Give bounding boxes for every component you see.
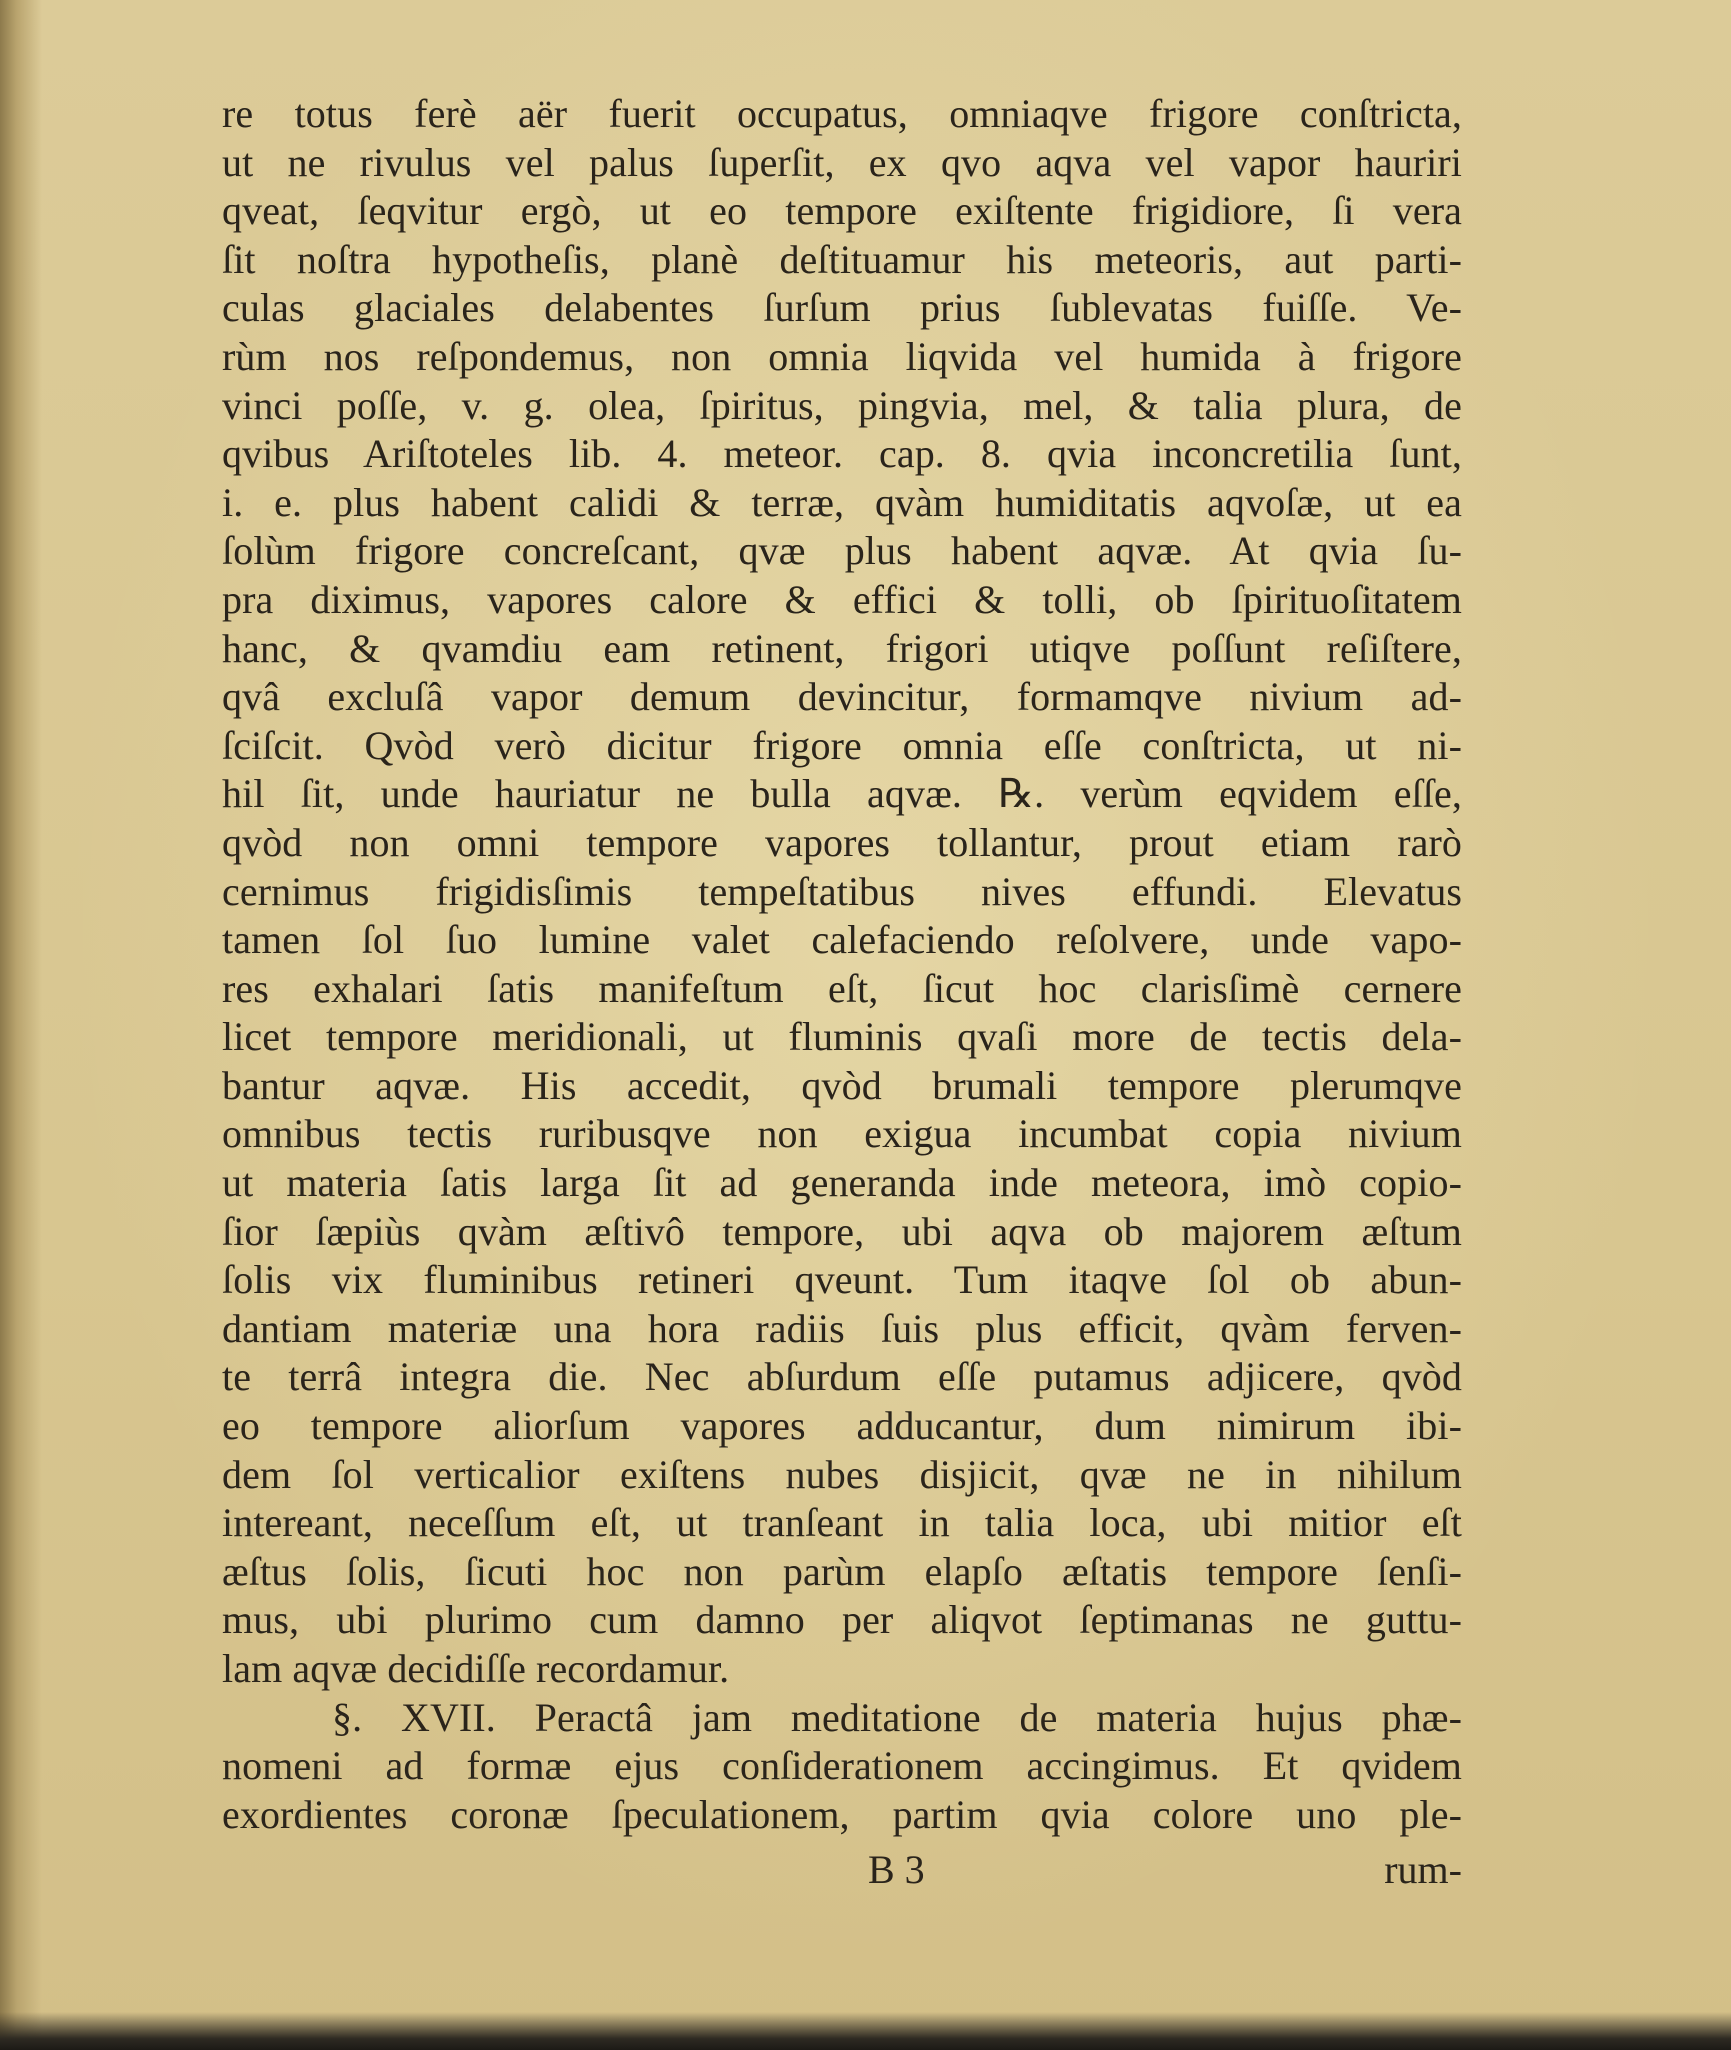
text-line: ut materia ſatis larga ſit ad generanda inde meteora, imò copio-: [222, 1160, 1462, 1206]
text-line: ſciſcit. Qvòd verò dicitur frigore omnia eſſe conſtricta, ut ni-: [222, 722, 1462, 768]
text-line: hil ſit, unde hauriatur ne bulla aqvæ. ℞. verùm eqvidem eſſe,: [222, 771, 1462, 817]
text-line: tamen ſol ſuo lumine valet calefaciendo reſolvere, unde vapo-: [222, 917, 1462, 963]
text-line: hanc, & qvamdiu eam retinent, frigori utiqve poſſunt reſiſtere,: [222, 625, 1462, 671]
text-line: bantur aqvæ. His accedit, qvòd brumali tempore plerumqve: [222, 1062, 1462, 1108]
text-line: res exhalari ſatis manifeſtum eſt, ſicut hoc clarisſimè cernere: [222, 965, 1462, 1011]
text-line: ſit noſtra hypotheſis, planè deſtituamur his meteoris, aut parti-: [222, 236, 1462, 282]
text-line: qveat, ſeqvitur ergò, ut eo tempore exiſtente frigidiore, ſi vera: [222, 188, 1462, 234]
text-line: qvâ excluſâ vapor demum devincitur, formamqve nivium ad-: [222, 674, 1462, 720]
body-text: [222, 90, 1462, 1839]
text-line: rùm nos reſpondemus, non omnia liqvida vel humida à frigore: [222, 333, 1462, 379]
binding-gutter: [0, 0, 42, 2050]
text-line: i. e. plus habent calidi & terræ, qvàm humiditatis aqvoſæ, ut ea: [222, 479, 1462, 525]
text-line: pra diximus, vapores calore & effici & tolli, ob ſpirituoſitatem: [222, 576, 1462, 622]
text-line: re totus ferè aër fuerit occupatus, omniaqve frigore conſtricta,: [222, 91, 1462, 136]
text-line: eo tempore aliorſum vapores adducantur, dum nimirum ibi-: [222, 1403, 1462, 1449]
text-line: qvòd non omni tempore vapores tollantur, prout etiam rarò: [222, 819, 1462, 865]
text-line: cernimus frigidisſimis tempeſtatibus nives effundi. Elevatus: [222, 868, 1462, 914]
catchword: rum-: [1384, 1847, 1462, 1892]
text-line: qvibus Ariſtoteles lib. 4. meteor. cap. 8. qvia inconcretilia ſunt,: [222, 431, 1462, 477]
text-line: exordientes coronæ ſpeculationem, partim qvia colore uno ple-: [222, 1791, 1462, 1837]
section-heading-line: §. XVII. Peractâ jam meditatione de materia hujus phæ-: [332, 1694, 1462, 1740]
page-bottom-shadow: [0, 2012, 1731, 2050]
text-line: mus, ubi plurimo cum damno per aliqvot ſeptimanas ne guttu-: [222, 1597, 1462, 1643]
text-line: omnibus tectis ruribusqve non exigua incumbat copia nivium: [222, 1111, 1462, 1157]
text-line: intereant, neceſſum eſt, ut tranſeant in talia loca, ubi mitior eſt: [222, 1500, 1462, 1546]
text-line: culas glaciales delabentes ſurſum prius ſublevatas fuiſſe. Ve-: [222, 285, 1462, 331]
text-line: dem ſol verticalior exiſtens nubes disjicit, qvæ ne in nihilum: [222, 1451, 1462, 1497]
text-line: licet tempore meridionali, ut fluminis qvaſi more de tectis dela-: [222, 1014, 1462, 1060]
text-line: nomeni ad formæ ejus conſiderationem accingimus. Et qvidem: [222, 1743, 1462, 1789]
text-line: dantiam materiæ una hora radiis ſuis plus efficit, qvàm ferven-: [222, 1305, 1462, 1351]
text-line: ut ne rivulus vel palus ſuperſit, ex qvo aqva vel vapor hauriri: [222, 139, 1462, 185]
text-line: ſior ſæpiùs qvàm æſtivô tempore, ubi aqva ob majorem æſtum: [222, 1208, 1462, 1254]
text-line: te terrâ integra die. Nec abſurdum eſſe putamus adjicere, qvòd: [222, 1354, 1462, 1400]
signature-mark: B 3: [868, 1847, 925, 1892]
text-line: vinci poſſe, v. g. olea, ſpiritus, pingvia, mel, & talia plura, de: [222, 382, 1462, 428]
text-line: æſtus ſolis, ſicuti hoc non parùm elapſo æſtatis tempore ſenſi-: [222, 1548, 1462, 1594]
page-footer: [222, 1846, 1462, 1894]
text-line: ſolùm frigore concreſcant, qvæ plus habent aqvæ. At qvia ſu-: [222, 528, 1462, 574]
paragraph-end-line: lam aqvæ decidiſſe recordamur.: [222, 1646, 730, 1691]
text-line: ſolis vix fluminibus retineri qveunt. Tum itaqve ſol ob abun-: [222, 1257, 1462, 1303]
